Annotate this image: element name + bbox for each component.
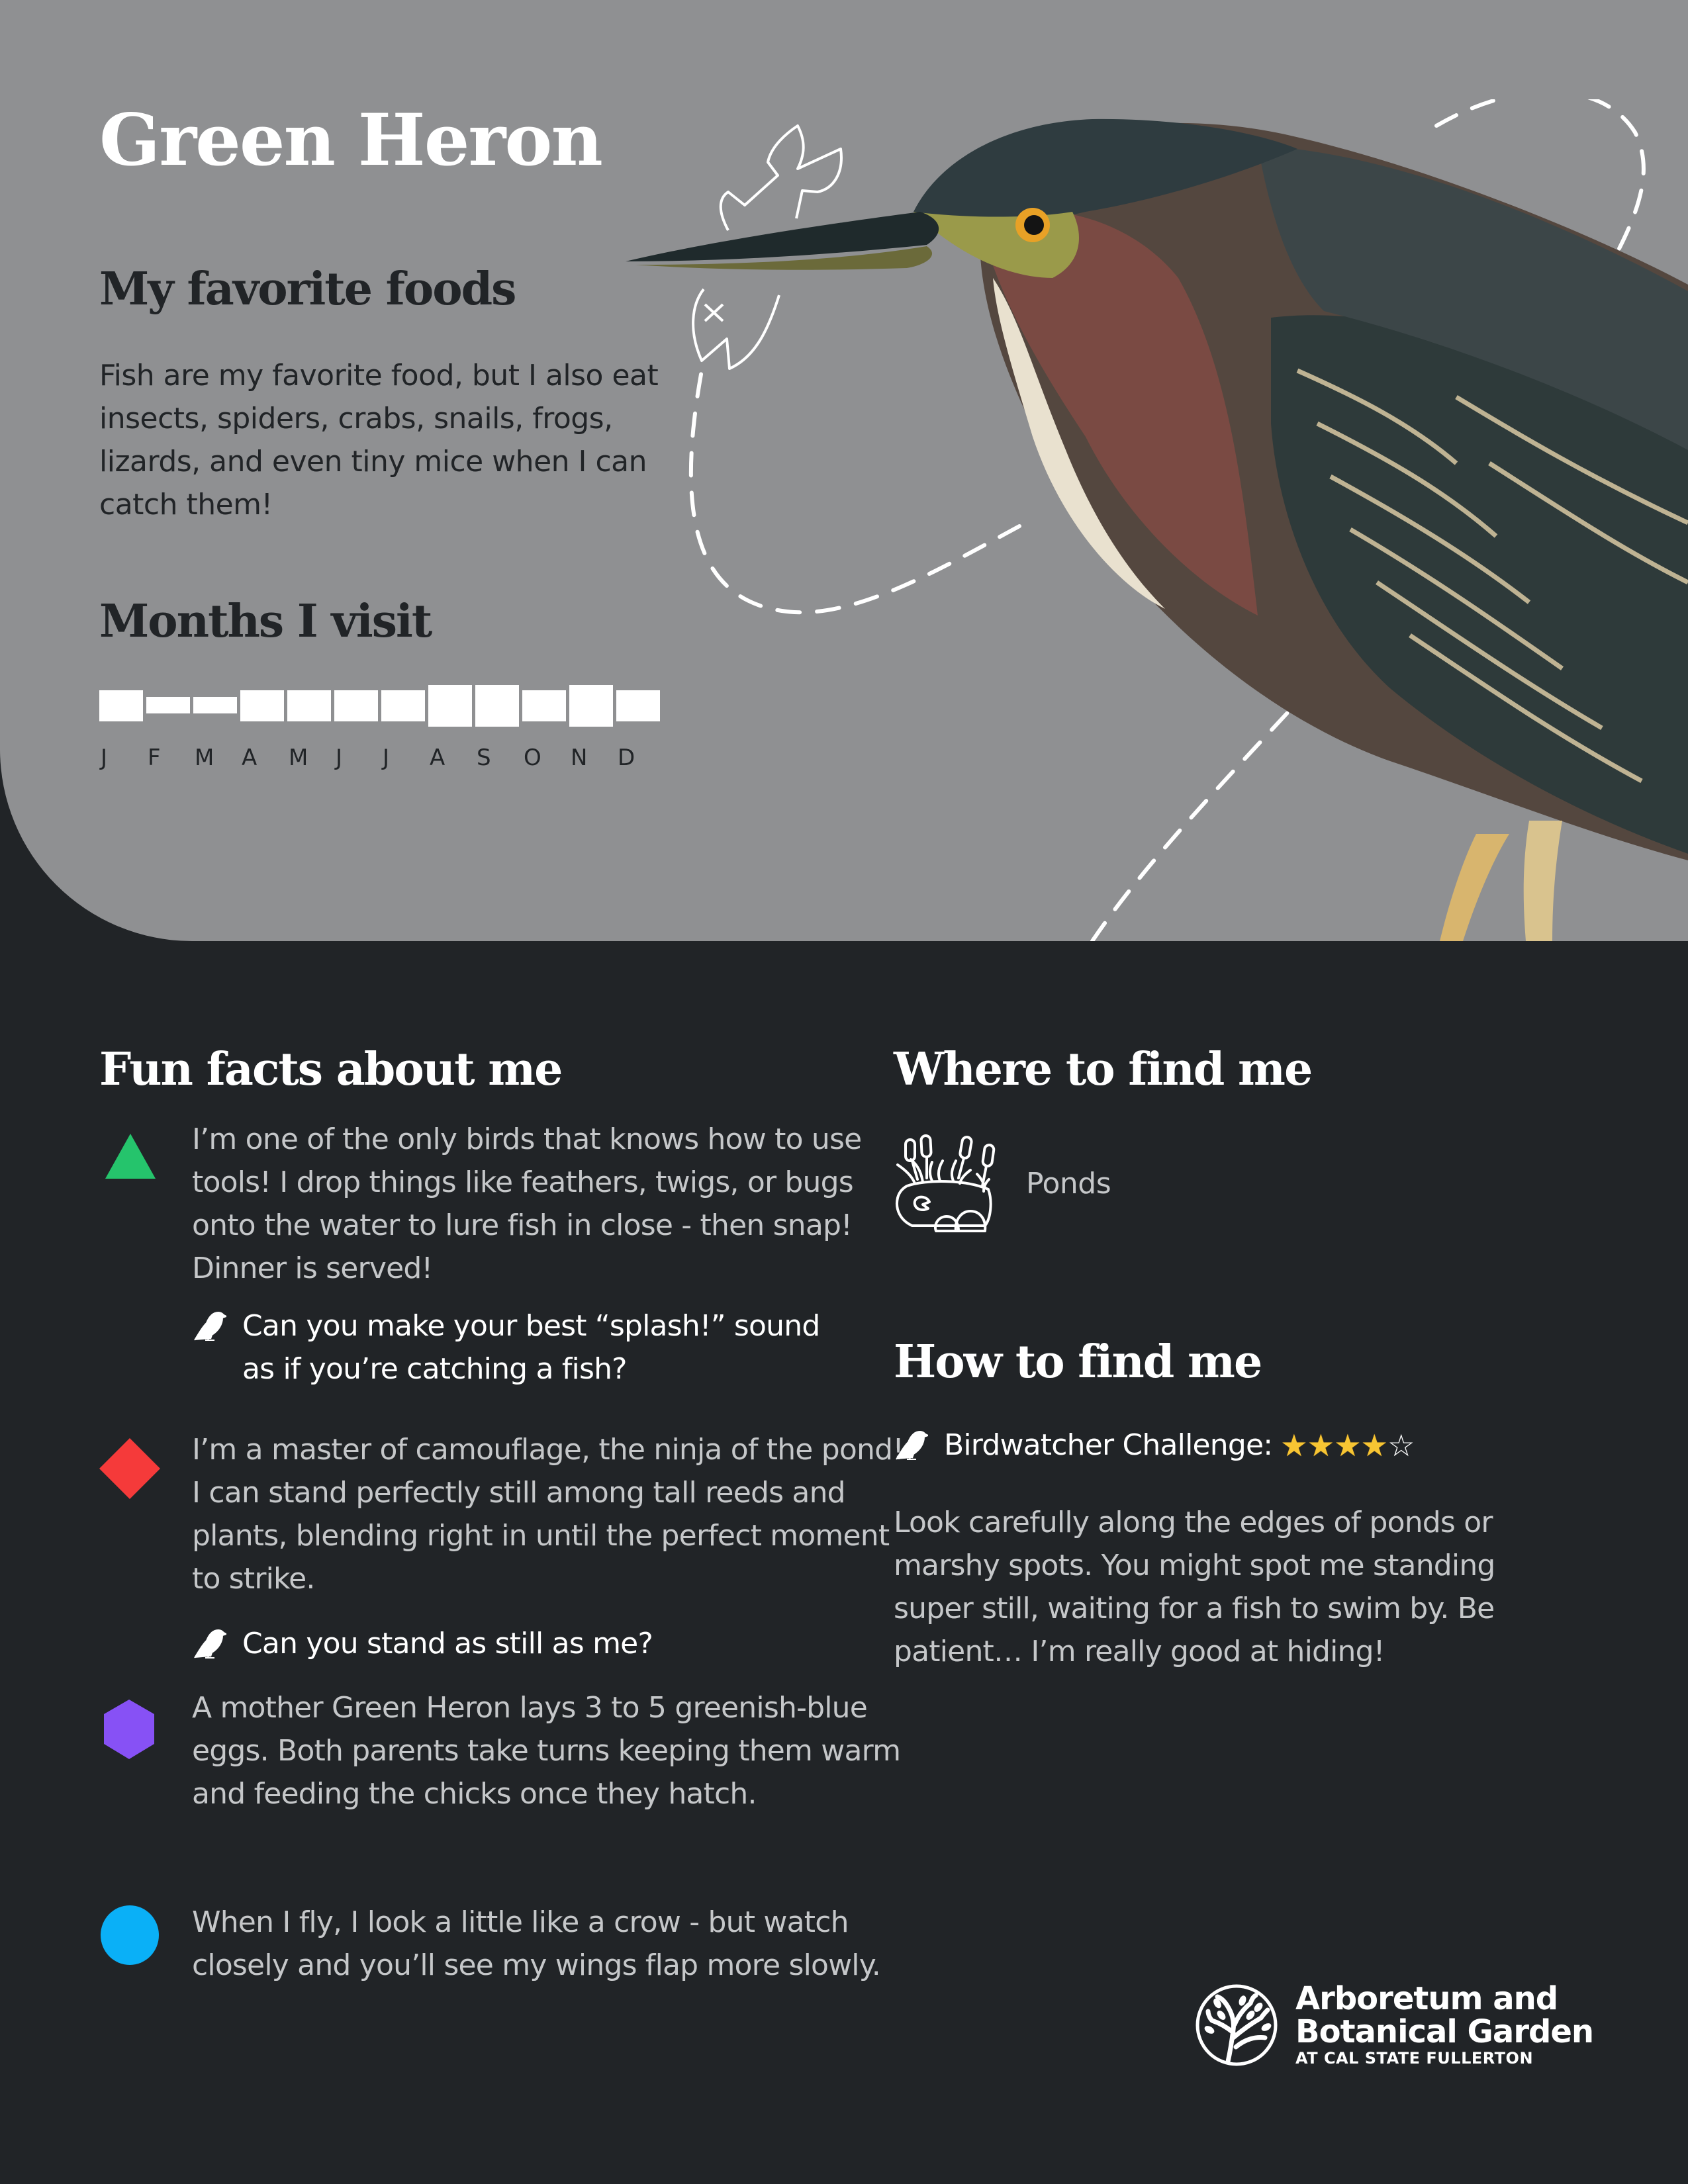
star-filled-icon: ★ (1334, 1427, 1361, 1463)
month-column (99, 682, 143, 774)
page-title: Green Heron (99, 99, 602, 182)
month-column (381, 682, 425, 774)
activity-prompt-text: Can you stand as still as me? (242, 1627, 653, 1661)
month-bar-medium (334, 690, 378, 721)
foods-text: Fish are my favorite food, but I also eat insects, spiders, crabs, snails, frogs, lizards, and even tiny mice when I can catch them! (99, 359, 659, 522)
star-filled-icon: ★ (1280, 1427, 1307, 1463)
month-bar-medium (240, 690, 284, 721)
month-bar-high (475, 685, 519, 727)
difficulty-rating (1280, 1427, 1415, 1463)
arboretum-logo (1195, 1982, 1593, 2068)
where-heading: Where to find me (894, 1043, 1312, 1096)
months-visit-chart (99, 682, 669, 774)
month-label: O (524, 745, 541, 771)
month-label: N (571, 745, 588, 771)
month-label: J (101, 745, 108, 771)
tree-logo-icon (1195, 1983, 1278, 2067)
month-column (193, 682, 237, 774)
month-column (334, 682, 378, 774)
how-heading: How to find me (894, 1336, 1262, 1388)
bird-icon (894, 1429, 928, 1462)
habitat-label: Ponds (1026, 1167, 1111, 1201)
month-label: M (195, 745, 214, 771)
month-column (475, 682, 519, 774)
month-label: J (383, 745, 390, 771)
month-column (569, 682, 613, 774)
month-label: S (477, 745, 491, 771)
month-bar-high (428, 685, 472, 727)
bird-icon (192, 1627, 226, 1661)
month-column (522, 682, 566, 774)
fun-fact-text: A mother Green Heron lays 3 to 5 greenish-blue eggs. Both parents take turns keeping them warm and feeding the chicks once they hatch. (192, 1691, 901, 1811)
activity-prompt-text: Can you make your best “splash!” sound as if you’re catching a fish? (242, 1309, 820, 1386)
activity-prompt (192, 1622, 854, 1665)
star-empty-icon: ☆ (1387, 1427, 1415, 1463)
month-column (287, 682, 331, 774)
fun-fact-text: I’m a master of camouflage, the ninja of the pond! I can stand perfectly still among tall reeds and plants, blending right in until the perfect moment to strike. (192, 1433, 904, 1596)
month-bar-low (146, 697, 190, 713)
foods-heading: My favorite foods (99, 263, 516, 316)
month-label: F (148, 745, 161, 771)
bird-icon (192, 1310, 226, 1343)
fun-fact-text: When I fly, I look a little like a crow - but watch closely and you’ll see my wings flap more slowly. (192, 1905, 880, 1982)
star-filled-icon: ★ (1307, 1427, 1335, 1463)
purple-hexagon-icon (103, 1700, 156, 1759)
pond-icon (892, 1133, 998, 1232)
fun-facts-heading: Fun facts about me (99, 1043, 562, 1096)
month-label: D (618, 745, 635, 771)
month-bar-medium (287, 690, 331, 721)
blue-circle-icon (99, 1905, 160, 1966)
month-label: J (336, 745, 343, 771)
green-triangle-icon (104, 1134, 157, 1180)
red-diamond-icon (99, 1438, 160, 1499)
logo-line-3: AT CAL STATE FULLERTON (1295, 2049, 1534, 2068)
month-bar-medium (381, 690, 425, 721)
month-label: A (242, 745, 258, 771)
challenge-label: Birdwatcher Challenge: (944, 1428, 1273, 1462)
logo-line-1: Arboretum and (1295, 1980, 1558, 2017)
logo-line-2: Botanical Garden (1295, 2013, 1594, 2050)
month-label: M (289, 745, 308, 771)
month-bar-medium (522, 690, 566, 721)
logo-wordmark (1295, 1982, 1593, 2068)
month-column (616, 682, 660, 774)
month-bar-medium (99, 690, 143, 721)
star-filled-icon: ★ (1360, 1427, 1388, 1463)
hero-panel (0, 0, 1688, 941)
month-label: A (430, 745, 445, 771)
month-bar-medium (616, 690, 660, 721)
months-heading: Months I visit (99, 595, 432, 648)
activity-prompt (192, 1304, 854, 1390)
month-bar-low (193, 697, 237, 713)
green-heron-illustration (622, 99, 1688, 941)
month-column (240, 682, 284, 774)
month-bar-high (569, 685, 613, 727)
month-column (146, 682, 190, 774)
month-column (428, 682, 472, 774)
how-text: Look carefully along the edges of ponds or marshy spots. You might spot me standing super still, waiting for a fish to swim by. Be patient… I’m really good at hiding! (894, 1506, 1495, 1668)
fun-fact-text: I’m one of the only birds that knows how to use tools! I drop things like feathers, twigs, or bugs onto the water to lure fish in close - then snap! Dinner is served! (192, 1122, 862, 1285)
birdwatcher-challenge (894, 1428, 1415, 1462)
